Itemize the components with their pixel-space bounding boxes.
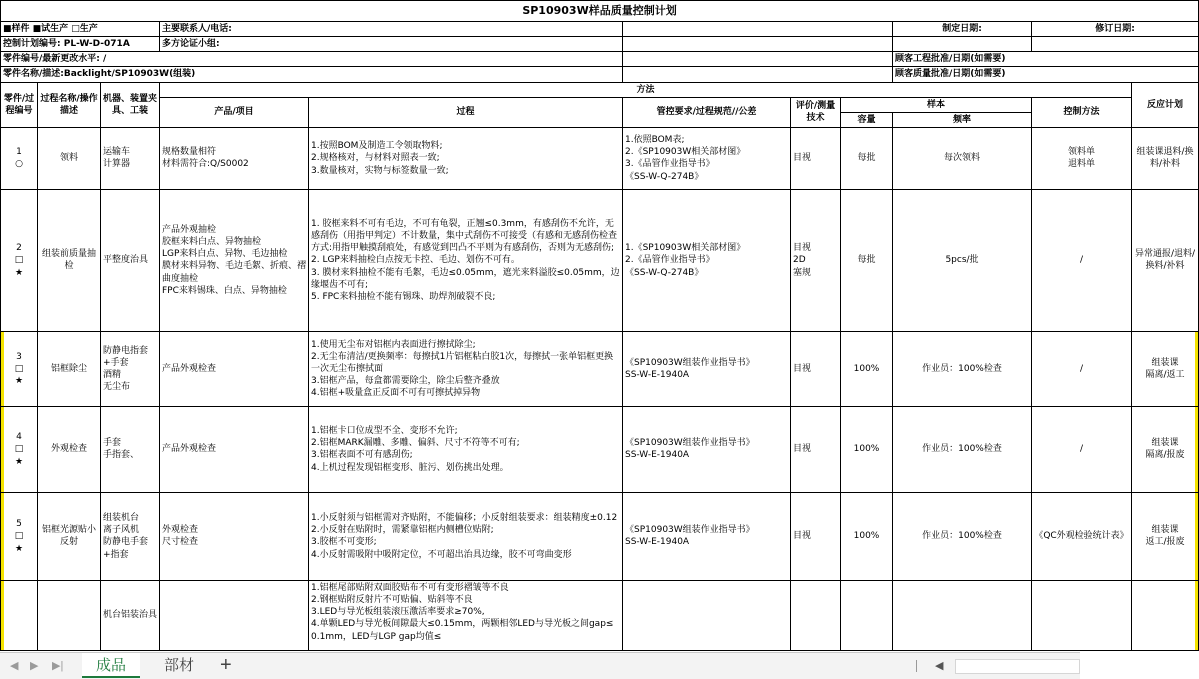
row-reaction: 组装课 隔离/报废 xyxy=(1132,406,1199,492)
last-sheet-icon[interactable]: ▶| xyxy=(52,660,64,672)
row-reaction: 组装课 隔离/返工 xyxy=(1132,331,1199,406)
row-reaction: 异常通报/退料/换料/补料 xyxy=(1132,189,1199,331)
row-machine: 防静电指套+手套 酒精 无尘布 xyxy=(101,331,160,406)
part-no-cell: 零件编号/最新更改水平: / xyxy=(1,52,623,67)
table-row xyxy=(1,492,1199,580)
row-frequency: 作业员：100%检查 xyxy=(893,406,1032,492)
revise-date-cell: 修订日期: xyxy=(1032,22,1199,37)
row-name: 铝框除尘 xyxy=(38,331,101,406)
row-capacity: 每批 xyxy=(841,127,893,189)
row-eval: 目视 xyxy=(791,127,841,189)
table-row xyxy=(1,580,1199,650)
row-eval: 目视 xyxy=(791,406,841,492)
row-process: 1.铝框卡口位成型不全、变形不允许; 2.铝框MARK漏雕、多雕、偏斜、尺寸不符等不可有; 3.铝框表面不可有感刮伤; 4.上机过程发现铝框变形、脏污、划伤挑出处理。 xyxy=(309,406,623,492)
row-frequency: 每次领料 xyxy=(893,127,1032,189)
row-method: / xyxy=(1032,189,1132,331)
contact-cell: 主要联系人/电话: xyxy=(160,22,623,37)
hdr-proc-name: 过程名称/操作描述 xyxy=(38,82,101,127)
row-control: 1.依照BOM表; 2.《SP10903W相关部材图》 3.《品管作业指导书》 《SS-W-Q-274B》 xyxy=(623,127,791,189)
hdr-reaction: 反应计划 xyxy=(1132,82,1199,127)
row-no: 1 ○ xyxy=(1,127,38,189)
row-eval xyxy=(791,580,841,650)
row-capacity xyxy=(841,580,893,650)
row-no: 3 □ ★ xyxy=(1,331,38,406)
hdr-machine: 机器、装置夹具、工装 xyxy=(101,82,160,127)
row-control xyxy=(623,580,791,650)
row-name: 外观检查 xyxy=(38,406,101,492)
row-method: 领料单 退料单 xyxy=(1032,127,1132,189)
first-sheet-icon[interactable]: ◀ xyxy=(10,660,19,672)
hdr-eval: 评价/测量技术 xyxy=(791,97,841,127)
plan-no-cell: 控制计划编号: PL-W-D-071A xyxy=(1,37,160,52)
make-date-cell: 制定日期: xyxy=(893,22,1032,37)
row-product: 产品外观抽检 胶框来料白点、异物抽检 LGP来料白点、异物、毛边抽检 膜材来料异物、毛边毛絮、折痕、褶曲度抽检 FPC来料锡珠、白点、异物抽检 xyxy=(160,189,309,331)
row-eval: 目视 xyxy=(791,331,841,406)
hdr-frequency: 频率 xyxy=(893,112,1032,127)
row-machine: 机台铝装治具 xyxy=(101,580,160,650)
cust-eng-cell: 顾客工程批准/日期(如需要) xyxy=(893,52,1199,67)
row-control: 1.《SP10903W相关部材图》 2.《品管作业指导书》 《SS-W-Q-274B》 xyxy=(623,189,791,331)
row-name: 组装前质量抽检 xyxy=(38,189,101,331)
header-row-1 xyxy=(1,82,1199,97)
row-capacity: 100% xyxy=(841,331,893,406)
row-control: 《SP10903W组装作业指导书》 SS-W-E-1940A xyxy=(623,331,791,406)
hdr-part-proc-no: 零件/过程编号 xyxy=(1,82,38,127)
row-name: 铝框光源贴小反射 xyxy=(38,492,101,580)
row-process: 1.按照BOM及制造工令领取物料; 2.规格核对，与材料对照表一致; 3.数量核对，实物与标签数量一致; xyxy=(309,127,623,189)
table-row xyxy=(1,331,1199,406)
row-no: 5 □ ★ xyxy=(1,492,38,580)
row-control: 《SP10903W组装作业指导书》 SS-W-E-1940A xyxy=(623,406,791,492)
title-row xyxy=(1,1,1199,22)
row-method: / xyxy=(1032,331,1132,406)
row-control: 《SP10903W组装作业指导书》 SS-W-E-1940A xyxy=(623,492,791,580)
horizontal-scrollbar[interactable] xyxy=(955,659,1080,674)
row-eval: 目视 2D 塞规 xyxy=(791,189,841,331)
row-product: 外观检查 尺寸检查 xyxy=(160,492,309,580)
row-no: 2 □ ★ xyxy=(1,189,38,331)
team-cell: 多方论证小组: xyxy=(160,37,623,52)
row-machine: 运输车 计算器 xyxy=(101,127,160,189)
row-machine: 组装机台 离子风机 防静电手套+指套 xyxy=(101,492,160,580)
row-reaction: 组装课 返工/报废 xyxy=(1132,492,1199,580)
header-row-2 xyxy=(1,97,1199,112)
hdr-sample: 样本 xyxy=(841,97,1032,112)
meta-row-3 xyxy=(1,52,1199,67)
row-product: 规格数量相符 材料需符合:Q/S0002 xyxy=(160,127,309,189)
row-capacity: 每批 xyxy=(841,189,893,331)
row-process: 1.使用无尘布对铝框内表面进行擦拭除尘; 2.无尘布清洁/更换频率：每擦拭1片铝框粘白胶1次，每擦拭一张单铝框更换一次无尘布擦拭面 3.铝框产品，每盒都需要除尘，除尘后整齐叠放 4.铝框+吸量盒正反面不可有可擦拭掉异物 xyxy=(309,331,623,406)
hdr-control-method: 控制方法 xyxy=(1032,97,1132,127)
row-name: 领料 xyxy=(38,127,101,189)
prev-sheet-icon[interactable]: ▶ xyxy=(30,660,39,672)
doc-title: SP10903W样品质量控制计划 xyxy=(1,1,1199,22)
meta-row-2 xyxy=(1,37,1199,52)
row-method xyxy=(1032,580,1132,650)
row-frequency: 作业员：100%检查 xyxy=(893,331,1032,406)
row-frequency xyxy=(893,580,1032,650)
row-frequency: 5pcs/批 xyxy=(893,189,1032,331)
hdr-process: 过程 xyxy=(309,97,623,127)
row-process: 1. 胶框来料不可有毛边，不可有龟裂，正翘≤0.3mm，有感刮伤不允许，无感刮伤（用指甲判定）不计数量，集中式刮伤不可接受（有感和无感刮伤检查方式:用指甲触摸刮痕处，有感觉到凹凸不平则为有感刮伤，否则为无感刮伤; 2. LGP来料抽检白点按无卡控、毛边、划伤不可有。 3. 膜材来料抽检不能有毛絮，毛边≤0.05mm，遮光来料溢胶≤0.05mm，边缘堰齿不可有; 5. FPC来料抽检不能有锡珠、助焊剂破裂不良; xyxy=(309,189,623,331)
table-row xyxy=(1,127,1199,189)
table-row xyxy=(1,406,1199,492)
row-frequency: 作业员：100%检查 xyxy=(893,492,1032,580)
row-reaction xyxy=(1132,580,1199,650)
hdr-method: 方法 xyxy=(160,82,1132,97)
hdr-control-req: 管控要求/过程规范//公差 xyxy=(623,97,791,127)
row-capacity: 100% xyxy=(841,406,893,492)
row-reaction: 组装课退料/换料/补料 xyxy=(1132,127,1199,189)
cust-quality-cell: 顾客质量批准/日期(如需要) xyxy=(893,67,1199,82)
row-eval: 目视 xyxy=(791,492,841,580)
stage-cell: ■样件 ■试生产 □生产 xyxy=(1,22,160,37)
row-capacity: 100% xyxy=(841,492,893,580)
sheet-tab-bar xyxy=(0,652,1080,679)
add-sheet-icon[interactable]: + xyxy=(220,654,232,676)
row-product: 产品外观检查 xyxy=(160,406,309,492)
scroll-left-icon[interactable]: ◀ xyxy=(935,660,944,672)
table-row xyxy=(1,189,1199,331)
row-product xyxy=(160,580,309,650)
row-name xyxy=(38,580,101,650)
row-method: / xyxy=(1032,406,1132,492)
row-no: 4 □ ★ xyxy=(1,406,38,492)
row-product: 产品外观检查 xyxy=(160,331,309,406)
hdr-capacity: 容量 xyxy=(841,112,893,127)
meta-row-4 xyxy=(1,67,1199,82)
meta-row-1 xyxy=(1,22,1199,37)
row-method: 《QC外观检验统计表》 xyxy=(1032,492,1132,580)
tab-parts[interactable]: 部材 xyxy=(163,657,194,674)
tab-finished-product[interactable]: 成品 xyxy=(82,653,140,678)
row-machine: 手套 手指套、 xyxy=(101,406,160,492)
row-process: 1.小反射须与铝框需对齐贴附，不能偏移；小反射组装要求：组装精度±0.12 2.小反射在贴附时，需紧靠铝框内侧槽位贴附; 3.胶框不可变形; 4.小反射需吸附中吸附定位，不可超出治具边缘，胶不可弯曲变形 xyxy=(309,492,623,580)
row-process: 1.铝框尾部贴附双面胶贴布不可有变形褶皱等不良 2.钢框贴附反射片不可贴偏、贴斜等不良 3.LED与导光板组装滚压激活率要求≥70%, 4.单颗LED与导光板间隙最大≤0.15mm，两颗相邻LED与导光板之间gap≤0.1mm，LED与LGP gap均值≤ xyxy=(309,580,623,650)
divider xyxy=(916,660,917,672)
row-machine: 平整度治具 xyxy=(101,189,160,331)
row-no xyxy=(1,580,38,650)
hdr-product-item: 产品/项目 xyxy=(160,97,309,127)
part-name-cell: 零件名称/描述:Backlight/SP10903W(组装) xyxy=(1,67,623,82)
